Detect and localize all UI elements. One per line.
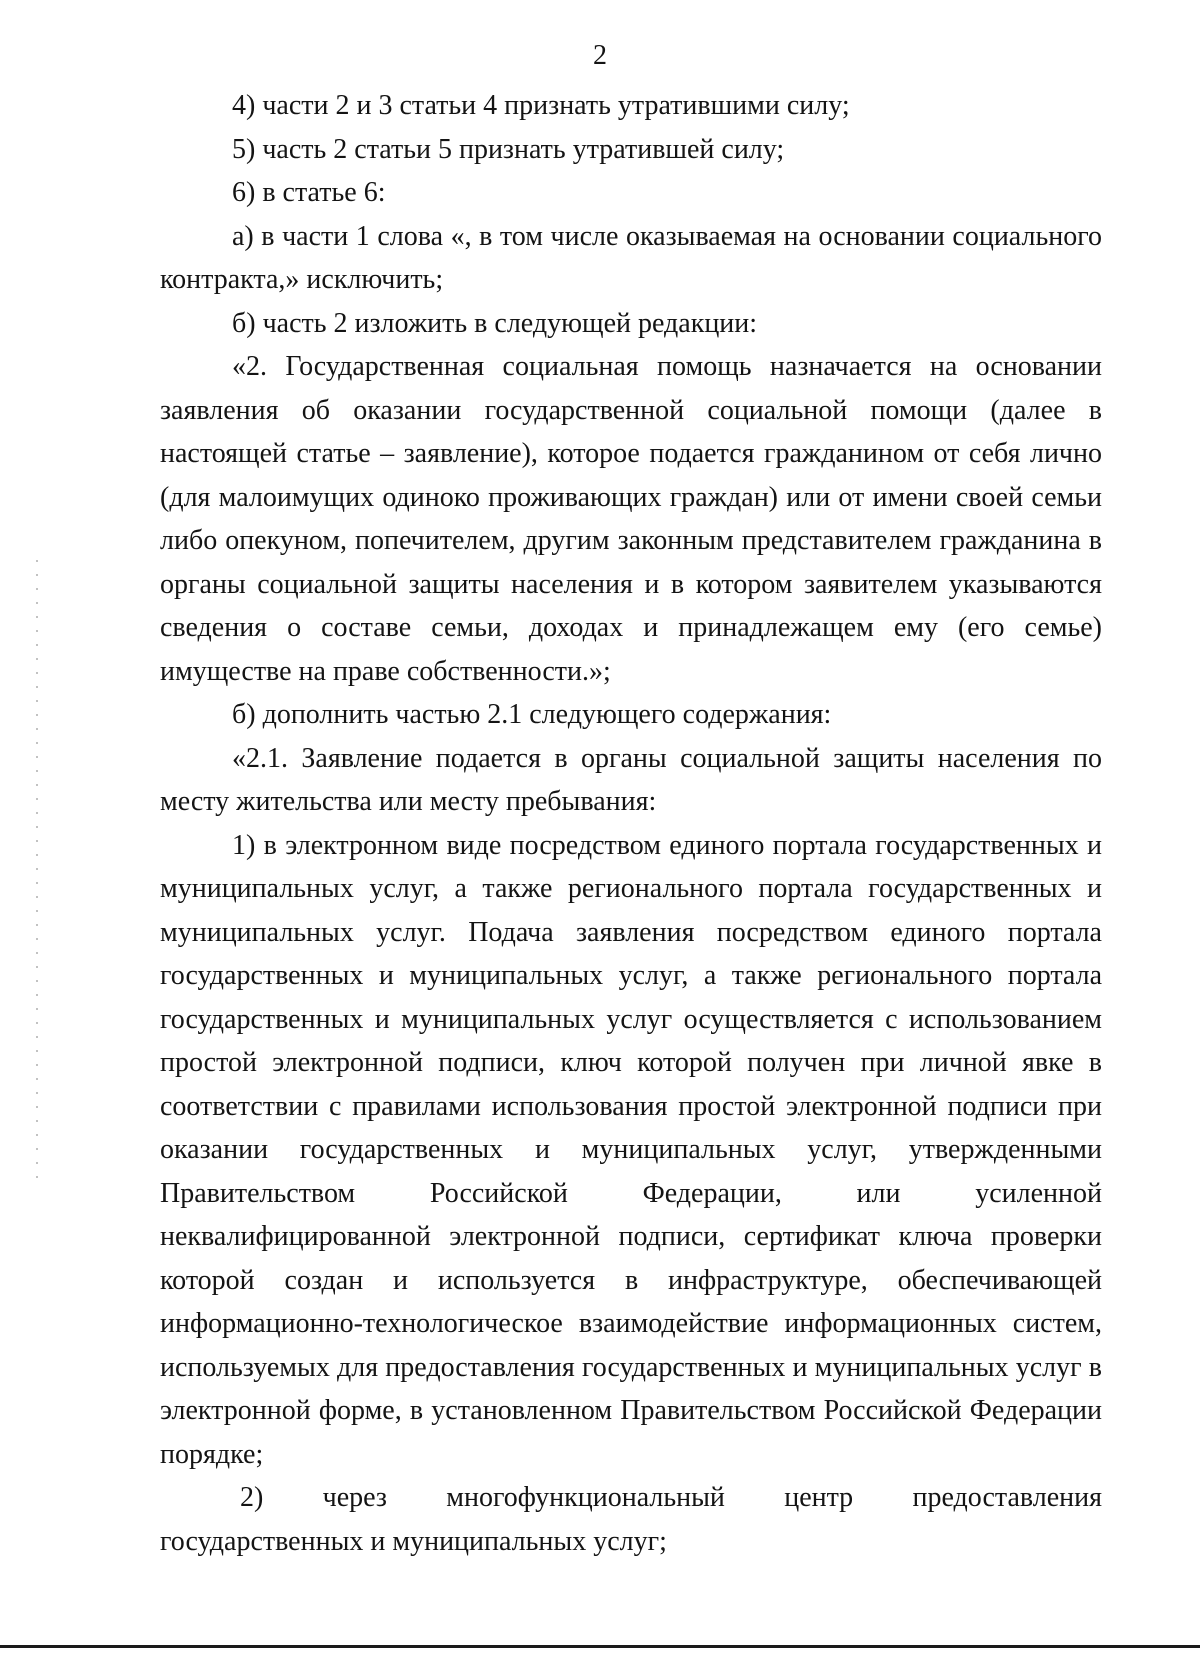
paragraph-subitem-b: б) часть 2 изложить в следующей редакции: xyxy=(232,307,758,339)
paragraph-subitem-b-add: б) дополнить частью 2.1 следующего содержания: xyxy=(232,699,832,730)
scan-bottom-edge xyxy=(0,1645,1200,1648)
paragraph-point-2: 2) через многофункциональный центр предоставления государственных и муниципальных услуг; xyxy=(160,1482,1102,1557)
paragraph-point-1: 1) в электронном виде посредством единого портала государственных и муниципальных услуг, а также регионального портала государственных и муниципальных услуг. Подача заявления посредством единого портала государственных и муниципальных услуг, а также регионального портала государственных и муниципальных услуг осуществляется с использованием простой электронной подписи, ключ которой получен при личной явке в соответствии с правилами использования простой электронной подписи при оказании государственных и муниципальных услуг, утвержденными Правительством Российской Федерации, или усиленной неквалифицированной электронной подписи, сертификат ключа проверки которой создан и используется в инфраструктуре, обеспечивающей информационно-технологическое взаимодействие информационных систем, используемых для предоставления государственных и муниципальных услуг в электронной форме, в установленном Правительством Российской Федерации порядке; xyxy=(160,829,1102,1470)
paragraph-item-6: 6) в статье 6: xyxy=(232,177,386,208)
paragraph-subitem-a: а) в части 1 слова «, в том числе оказываемая на основании социального контракта,» исключить; xyxy=(160,220,1102,295)
paragraph-item-5: 5) часть 2 статьи 5 признать утратившей силу; xyxy=(232,133,785,165)
scan-margin-noise xyxy=(36,560,38,1180)
paragraph-part-2-1-text: «2.1. Заявление подается в органы социальной защиты населения по месту жительства или месту пребывания: xyxy=(160,742,1102,817)
paragraph-item-4: 4) части 2 и 3 статьи 4 признать утратившими силу; xyxy=(232,90,850,121)
document-body xyxy=(160,84,1102,1563)
page-number: 2 xyxy=(593,40,607,71)
paragraph-part-2-text: «2. Государственная социальная помощь назначается на основании заявления об оказании государственной социальной помощи (далее в настоящей статье – заявление), которое подается гражданином от себя лично (для малоимущих одиноко проживающих граждан) или от имени своей семьи либо опекуном, попечителем, другим законным представителем гражданина в органы социальной защиты населения и в котором заявителем указываются сведения о составе семьи, доходах и принадлежащем ему (его семье) имуществе на праве собственности.»; xyxy=(160,351,1102,687)
